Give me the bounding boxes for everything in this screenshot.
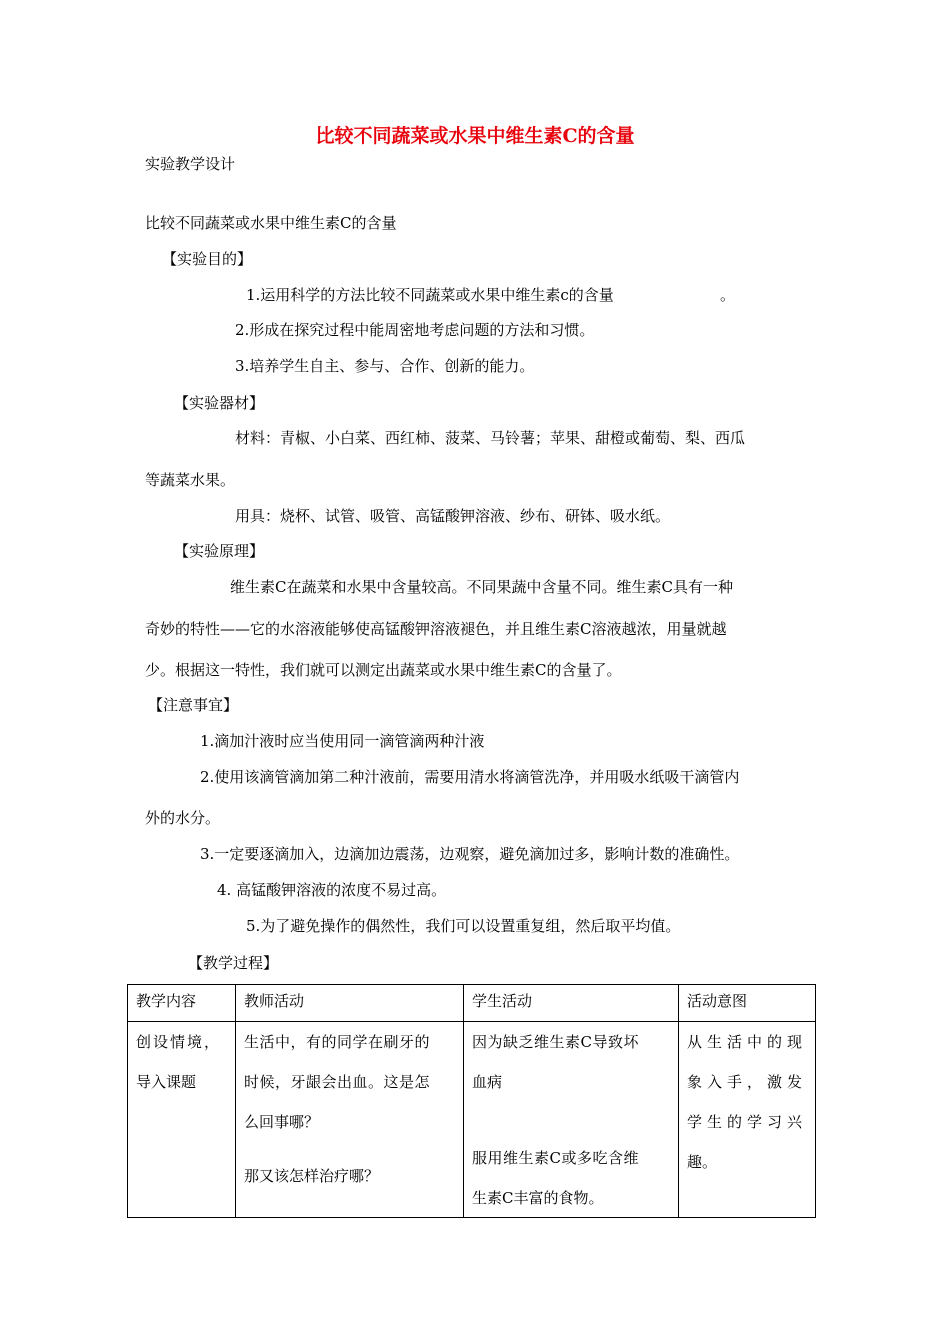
page-title: 比较不同蔬菜或水果中维生素C的含量	[315, 125, 635, 147]
content-cell	[128, 1022, 236, 1218]
cell-text: 趣。	[687, 1153, 718, 1171]
objective-item: 2.形成在探究过程中能周密地考虑问题的方法和习惯。	[235, 321, 595, 339]
section-heading: 比较不同蔬菜或水果中维生素C的含量	[145, 214, 397, 232]
header-cell: 教师活动	[236, 985, 464, 1022]
note-item: 1.滴加汁液时应当使用同一滴管滴两种汁液	[200, 732, 485, 750]
cell-text: 生素C丰富的食物。	[472, 1189, 604, 1207]
cell-text: 创设情境，	[136, 1033, 222, 1051]
cell-text: 象入手，激发	[687, 1073, 808, 1091]
cell-text: 生活中，有的同学在刷牙的	[244, 1033, 431, 1051]
subtitle: 实验教学设计	[145, 155, 236, 173]
teaching-process-table	[127, 984, 816, 1218]
header-cell: 活动意图	[679, 985, 816, 1022]
process-label: 【教学过程】	[188, 954, 279, 972]
equipment-label: 【实验器材】	[174, 394, 265, 412]
note-item: 4. 高锰酸钾溶液的浓度不易过高。	[217, 881, 447, 899]
notes-label: 【注意事宜】	[148, 696, 239, 714]
teacher-cell	[236, 1022, 464, 1218]
objective-item-end: 。	[720, 286, 736, 304]
note-item: 3.一定要逐滴加入，边滴加边震荡，边观察，避免滴加过多，影响计数的准确性。	[200, 845, 740, 863]
cell-text: 因为缺乏维生素C导致坏	[472, 1033, 639, 1051]
intent-cell	[679, 1022, 816, 1218]
principle-line: 维生素C在蔬菜和水果中含量较高。不同果蔬中含量不同。维生素C具有一种	[230, 578, 733, 596]
table-header-row	[128, 985, 816, 1022]
cell-text: 学生的学习兴	[687, 1113, 808, 1131]
cell-text: 血病	[472, 1073, 503, 1091]
cell-text: 从生活中的现	[687, 1033, 808, 1051]
cell-text: 么回事哪？	[244, 1113, 320, 1131]
student-cell	[464, 1022, 679, 1218]
materials-line: 等蔬菜水果。	[145, 471, 236, 489]
principle-line: 奇妙的特性——它的水溶液能够使高锰酸钾溶液褪色，并且维生素C溶液越浓，用量就越	[145, 620, 727, 638]
objective-item: 1.运用科学的方法比较不同蔬菜或水果中维生素c的含量	[246, 286, 614, 304]
cell-text: 时候，牙龈会出血。这是怎	[244, 1073, 431, 1091]
principle-line: 少。根据这一特性，我们就可以测定出蔬菜或水果中维生素C的含量了。	[145, 661, 622, 679]
header-cell: 教学内容	[128, 985, 236, 1022]
materials-line: 材料：青椒、小白菜、西红柿、菠菜、马铃薯；苹果、甜橙或葡萄、梨、西瓜	[235, 429, 746, 447]
objective-item: 3.培养学生自主、参与、合作、创新的能力。	[235, 357, 535, 375]
header-cell: 学生活动	[464, 985, 679, 1022]
objectives-label: 【实验目的】	[162, 250, 253, 268]
cell-text: 导入课题	[136, 1073, 197, 1091]
note-item: 外的水分。	[145, 809, 221, 827]
tools-line: 用具：烧杯、试管、吸管、高锰酸钾溶液、纱布、研钵、吸水纸。	[235, 507, 671, 525]
table-row	[128, 1022, 816, 1218]
note-item: 5.为了避免操作的偶然性，我们可以设置重复组，然后取平均值。	[246, 917, 681, 935]
cell-text: 服用维生素C或多吃含维	[472, 1149, 639, 1167]
note-item: 2.使用该滴管滴加第二种汁液前，需要用清水将滴管洗净，并用吸水纸吸干滴管内	[200, 768, 740, 786]
cell-text: 那又该怎样治疗哪？	[244, 1167, 380, 1185]
principle-label: 【实验原理】	[174, 542, 265, 560]
